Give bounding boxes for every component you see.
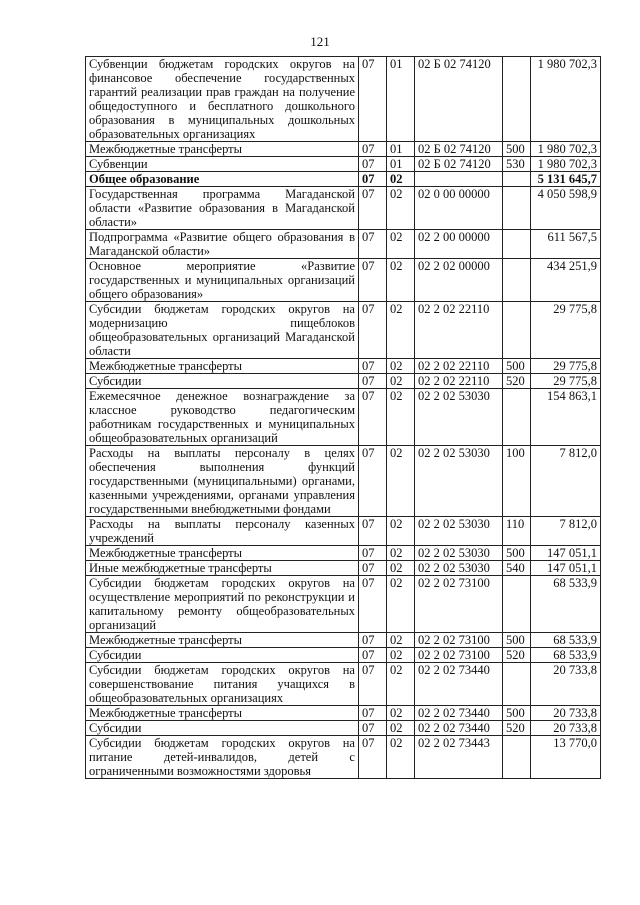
row-target-code: 02 Б 02 74120 — [415, 157, 503, 172]
row-target-code: 02 2 02 73100 — [415, 576, 503, 633]
row-name: Субсидии бюджетам городских округов на совершенствование питания учащихся в общеобразовательных организациях — [86, 663, 359, 706]
row-section: 07 — [359, 259, 387, 302]
row-name: Межбюджетные трансферты — [86, 142, 359, 157]
row-subsection: 01 — [387, 142, 415, 157]
row-amount: 4 050 598,9 — [531, 187, 601, 230]
row-target-code: 02 2 02 00000 — [415, 259, 503, 302]
row-amount: 611 567,5 — [531, 230, 601, 259]
row-section: 07 — [359, 230, 387, 259]
row-subsection: 02 — [387, 230, 415, 259]
row-name: Расходы на выплаты персоналу казенных учреждений — [86, 517, 359, 546]
table-row — [86, 721, 601, 736]
row-section: 07 — [359, 546, 387, 561]
row-target-code: 02 2 00 00000 — [415, 230, 503, 259]
row-name: Межбюджетные трансферты — [86, 633, 359, 648]
row-target-code: 02 2 02 73440 — [415, 706, 503, 721]
row-target-code: 02 2 02 73100 — [415, 633, 503, 648]
row-subsection: 02 — [387, 576, 415, 633]
row-expense-type — [503, 302, 531, 359]
row-amount: 154 863,1 — [531, 389, 601, 446]
table-row — [86, 663, 601, 706]
row-name: Государственная программа Магаданской области «Развитие образования в Магаданской области» — [86, 187, 359, 230]
row-name: Расходы на выплаты персоналу в целях обеспечения выполнения функций государственными (муниципальными) органами, казенными учреждениями, органами управления государственными внебюджетными фондами — [86, 446, 359, 517]
row-amount: 1 980 702,3 — [531, 57, 601, 142]
row-name: Иные межбюджетные трансферты — [86, 561, 359, 576]
row-section: 07 — [359, 648, 387, 663]
table-row — [86, 546, 601, 561]
table-row — [86, 389, 601, 446]
row-subsection: 02 — [387, 721, 415, 736]
row-expense-type: 520 — [503, 721, 531, 736]
row-amount: 147 051,1 — [531, 546, 601, 561]
table-row — [86, 706, 601, 721]
row-section: 07 — [359, 302, 387, 359]
row-expense-type: 100 — [503, 446, 531, 517]
row-name: Межбюджетные трансферты — [86, 546, 359, 561]
row-subsection: 02 — [387, 706, 415, 721]
row-amount: 68 533,9 — [531, 576, 601, 633]
row-name: Субсидии бюджетам городских округов на осуществление мероприятий по реконструкции и капитальному ремонту общеобразовательных организаций — [86, 576, 359, 633]
table-row — [86, 561, 601, 576]
row-section: 07 — [359, 374, 387, 389]
table-row — [86, 302, 601, 359]
row-subsection: 02 — [387, 546, 415, 561]
row-section: 07 — [359, 706, 387, 721]
row-target-code: 02 0 00 00000 — [415, 187, 503, 230]
row-section: 07 — [359, 576, 387, 633]
row-subsection: 02 — [387, 561, 415, 576]
row-section: 07 — [359, 172, 387, 187]
table-row — [86, 230, 601, 259]
row-target-code: 02 2 02 53030 — [415, 389, 503, 446]
row-subsection: 02 — [387, 389, 415, 446]
row-section: 07 — [359, 142, 387, 157]
row-amount: 68 533,9 — [531, 648, 601, 663]
page-number: 121 — [310, 34, 330, 49]
row-amount: 1 980 702,3 — [531, 142, 601, 157]
row-name: Общее образование — [86, 172, 359, 187]
row-expense-type — [503, 172, 531, 187]
row-amount: 29 775,8 — [531, 359, 601, 374]
row-expense-type — [503, 576, 531, 633]
row-target-code: 02 2 02 73440 — [415, 721, 503, 736]
row-target-code: 02 2 02 53030 — [415, 546, 503, 561]
row-subsection: 02 — [387, 374, 415, 389]
table-row — [86, 648, 601, 663]
row-expense-type: 500 — [503, 706, 531, 721]
row-expense-type — [503, 389, 531, 446]
row-name: Подпрограмма «Развитие общего образования в Магаданской области» — [86, 230, 359, 259]
row-amount: 20 733,8 — [531, 721, 601, 736]
row-section: 07 — [359, 721, 387, 736]
row-target-code — [415, 172, 503, 187]
row-target-code: 02 2 02 53030 — [415, 517, 503, 546]
table-row — [86, 446, 601, 517]
row-amount: 20 733,8 — [531, 706, 601, 721]
table-row — [86, 157, 601, 172]
row-subsection: 02 — [387, 648, 415, 663]
row-target-code: 02 Б 02 74120 — [415, 57, 503, 142]
row-subsection: 02 — [387, 259, 415, 302]
table-row — [86, 633, 601, 648]
row-expense-type: 500 — [503, 359, 531, 374]
row-subsection: 02 — [387, 302, 415, 359]
row-name: Субсидии — [86, 374, 359, 389]
row-name: Основное мероприятие «Развитие государственных и муниципальных организаций общего образования» — [86, 259, 359, 302]
table-row — [86, 57, 601, 142]
row-target-code: 02 2 02 53030 — [415, 446, 503, 517]
row-expense-type — [503, 663, 531, 706]
row-expense-type: 530 — [503, 157, 531, 172]
table-row — [86, 576, 601, 633]
row-subsection: 02 — [387, 633, 415, 648]
row-expense-type — [503, 187, 531, 230]
row-amount: 7 812,0 — [531, 517, 601, 546]
row-amount: 13 770,0 — [531, 736, 601, 779]
row-name: Субсидии бюджетам городских округов на питание детей-инвалидов, детей с ограниченными возможностями здоровья — [86, 736, 359, 779]
row-section: 07 — [359, 157, 387, 172]
row-name: Межбюджетные трансферты — [86, 359, 359, 374]
row-name: Субсидии — [86, 721, 359, 736]
row-expense-type: 500 — [503, 546, 531, 561]
row-amount: 147 051,1 — [531, 561, 601, 576]
row-section: 07 — [359, 446, 387, 517]
table-row — [86, 172, 601, 187]
row-amount: 5 131 645,7 — [531, 172, 601, 187]
row-expense-type — [503, 736, 531, 779]
row-name: Ежемесячное денежное вознаграждение за классное руководство педагогическим работникам государственных и муниципальных общеобразовательных организаций — [86, 389, 359, 446]
row-section: 07 — [359, 663, 387, 706]
row-amount: 434 251,9 — [531, 259, 601, 302]
row-section: 07 — [359, 633, 387, 648]
row-amount: 1 980 702,3 — [531, 157, 601, 172]
row-expense-type: 520 — [503, 648, 531, 663]
row-target-code: 02 2 02 73100 — [415, 648, 503, 663]
row-name: Субвенции бюджетам городских округов на финансовое обеспечение государственных гарантий реализации прав граждан на получение общедоступного и бесплатного дошкольного образования в муниципальных дошкольных образовательных организациях — [86, 57, 359, 142]
row-expense-type — [503, 57, 531, 142]
row-amount: 20 733,8 — [531, 663, 601, 706]
row-target-code: 02 2 02 22110 — [415, 359, 503, 374]
row-section: 07 — [359, 389, 387, 446]
row-subsection: 02 — [387, 446, 415, 517]
row-subsection: 02 — [387, 736, 415, 779]
row-expense-type: 540 — [503, 561, 531, 576]
row-section: 07 — [359, 359, 387, 374]
row-target-code: 02 2 02 53030 — [415, 561, 503, 576]
row-amount: 29 775,8 — [531, 302, 601, 359]
row-target-code: 02 2 02 22110 — [415, 374, 503, 389]
row-section: 07 — [359, 57, 387, 142]
table-row — [86, 736, 601, 779]
row-subsection: 02 — [387, 517, 415, 546]
row-section: 07 — [359, 517, 387, 546]
row-subsection: 01 — [387, 157, 415, 172]
row-target-code: 02 2 02 22110 — [415, 302, 503, 359]
row-expense-type: 500 — [503, 633, 531, 648]
row-name: Субвенции — [86, 157, 359, 172]
row-section: 07 — [359, 187, 387, 230]
table-row — [86, 259, 601, 302]
table-row — [86, 517, 601, 546]
row-amount: 7 812,0 — [531, 446, 601, 517]
row-section: 07 — [359, 736, 387, 779]
table-row — [86, 142, 601, 157]
row-subsection: 02 — [387, 172, 415, 187]
row-target-code: 02 2 02 73443 — [415, 736, 503, 779]
row-expense-type: 110 — [503, 517, 531, 546]
row-target-code: 02 2 02 73440 — [415, 663, 503, 706]
row-expense-type — [503, 230, 531, 259]
table-row — [86, 374, 601, 389]
row-subsection: 02 — [387, 663, 415, 706]
row-subsection: 02 — [387, 359, 415, 374]
table-row — [86, 359, 601, 374]
row-amount: 68 533,9 — [531, 633, 601, 648]
row-name: Межбюджетные трансферты — [86, 706, 359, 721]
row-target-code: 02 Б 02 74120 — [415, 142, 503, 157]
row-amount: 29 775,8 — [531, 374, 601, 389]
row-expense-type — [503, 259, 531, 302]
row-subsection: 02 — [387, 187, 415, 230]
budget-table — [85, 56, 601, 779]
row-name: Субсидии бюджетам городских округов на модернизацию пищеблоков общеобразовательных организаций Магаданской области — [86, 302, 359, 359]
row-section: 07 — [359, 561, 387, 576]
row-name: Субсидии — [86, 648, 359, 663]
row-subsection: 01 — [387, 57, 415, 142]
table-row — [86, 187, 601, 230]
row-expense-type: 500 — [503, 142, 531, 157]
row-expense-type: 520 — [503, 374, 531, 389]
